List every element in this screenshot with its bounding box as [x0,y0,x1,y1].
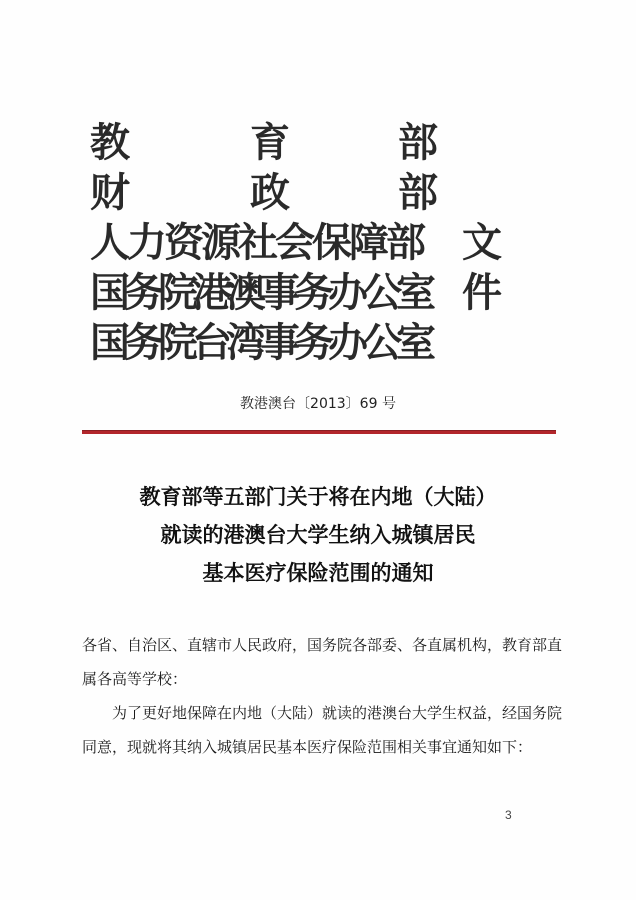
title-line-3: 基本医疗保险范围的通知 [202,561,434,585]
issuer-name: 人力资源社会保障部 [90,219,423,266]
document-body [82,628,562,764]
issuer-ministry-of-education [90,118,560,168]
page-number: 3 [505,808,512,822]
issuing-authorities-header [90,118,560,368]
document-type-label: 文件 [462,219,512,316]
issuer-char: 部 [398,119,438,166]
body-paragraph-1: 为了更好地保障在内地（大陆）就读的港澳台大学生权益，经国务院同意，现就将其纳入城镇居民基本医疗保险范围相关事宜通知如下： [82,704,563,756]
issuer-char: 育 [250,119,290,166]
red-divider-line [82,430,556,434]
issuer-taiwan-affairs-office [90,318,560,368]
issuer-name: 国务院台湾事务办公室 [90,319,430,366]
issuer-ministry-of-finance [90,168,560,218]
issuer-hk-macao-affairs-office [90,268,560,318]
title-line-1: 教育部等五部门关于将在内地（大陆） [139,485,497,509]
issuer-char: 部 [398,169,438,216]
issuer-char: 财 [90,169,130,216]
issuer-char: 教 [90,119,130,166]
issuer-char: 政 [250,169,290,216]
title-line-2: 就读的港澳台大学生纳入城镇居民 [160,523,476,547]
issuer-name: 国务院港澳事务办公室 [90,269,430,316]
recipients-paragraph: 各省、自治区、直辖市人民政府，国务院各部委、各直属机构，教育部直属各高等学校： [82,636,563,688]
document-title [0,478,636,592]
document-number: 教港澳台〔2013〕69 号 [240,396,396,412]
